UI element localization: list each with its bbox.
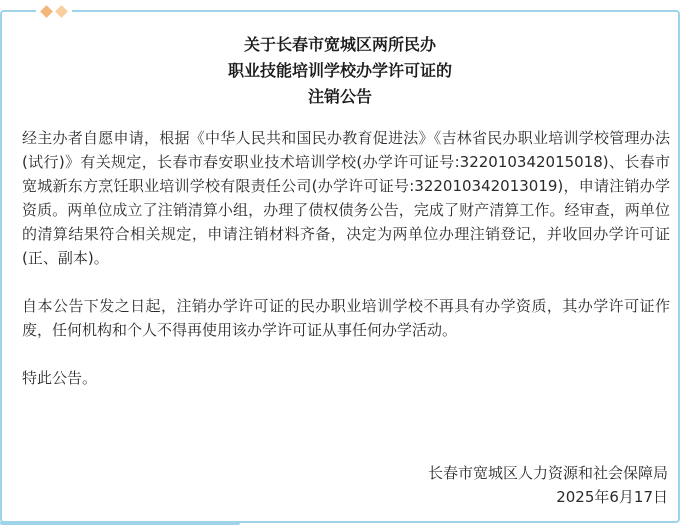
bottom-accent-bar [0,521,240,525]
diamond-icon [40,5,53,18]
issue-date: 2025年6月17日 [556,488,668,506]
issuer-name: 长春市宽城区人力资源和社会保障局 [427,464,668,482]
notice-body [22,126,670,414]
title-line: 注销公告 [307,87,372,106]
diamond-icon [55,5,68,18]
body-paragraph: 自本公告下发之日起，注销办学许可证的民办职业培训学校不再具有办学资质，其办学许可证作废，任何机构和个人不得再使用该办学许可证从事任何办学活动。 [22,297,670,339]
notice-title [0,32,680,110]
corner-ornament [36,3,72,19]
title-line: 关于长春市宽城区两所民办 [243,35,436,54]
title-line: 职业技能培训学校办学许可证的 [227,61,452,80]
body-paragraph: 经主办者自愿申请，根据《中华人民共和国民办教育促进法》《吉林省民办职业培训学校管理办法(试行)》有关规定，长春市春安职业技术培训学校(办学许可证号:322010342015018)、长春市宽城新东方烹饪职业培训学校有限责任公司(办学许可证号:322010342013019)，申请注销办学资质。两单位成立了注销清算小组，办理了债权债务公告，完成了财产清算工作。经审查，两单位的清算结果符合相关规定，申请注销材料齐备，决定为两单位办理注销登记，并收回办学许可证(正、副本)。 [22,129,670,267]
signature-block [428,461,668,509]
closing-paragraph: 特此公告。 [22,369,98,387]
